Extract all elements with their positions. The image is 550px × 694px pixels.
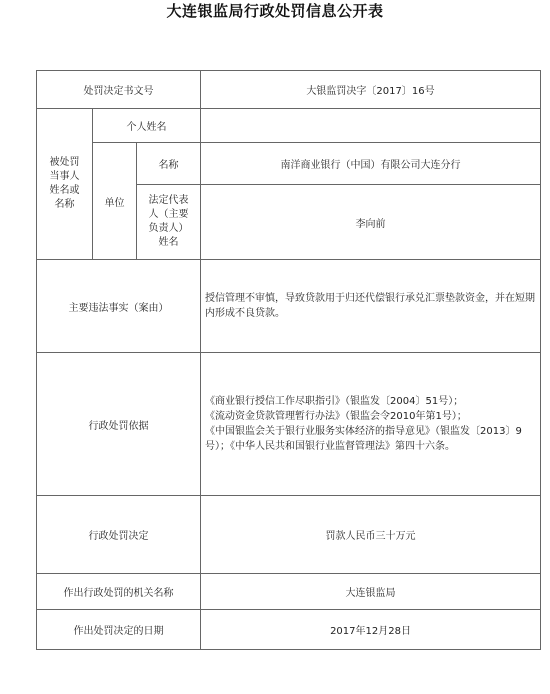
facts-label: 主要违法事实（案由） bbox=[37, 260, 201, 353]
table-row bbox=[37, 574, 541, 610]
person-name-value bbox=[201, 109, 541, 143]
unit-name-value: 南洋商业银行（中国）有限公司大连分行 bbox=[201, 143, 541, 185]
table-row bbox=[37, 143, 541, 185]
decision-value: 罚款人民币三十万元 bbox=[201, 496, 541, 574]
legal-rep-label: 法定代表 人（主要 负责人） 姓名 bbox=[137, 185, 201, 260]
table-row bbox=[37, 260, 541, 353]
table-row bbox=[37, 610, 541, 650]
decision-label: 行政处罚决定 bbox=[37, 496, 201, 574]
penalty-info-table bbox=[36, 70, 541, 650]
table-row bbox=[37, 496, 541, 574]
unit-name-label: 名称 bbox=[137, 143, 201, 185]
table-row bbox=[37, 71, 541, 109]
date-value: 2017年12月28日 bbox=[201, 610, 541, 650]
date-label: 作出处罚决定的日期 bbox=[37, 610, 201, 650]
basis-line: 《中国银监会关于银行业服务实体经济的指导意见》（银监发〔2013〕9号）；《中华人民共和国银行业监督管理法》第四十六条。 bbox=[205, 426, 522, 452]
person-name-label: 个人姓名 bbox=[93, 109, 201, 143]
basis-line: 《商业银行授信工作尽职指引》（银监发〔2004〕51号）； bbox=[205, 396, 464, 407]
authority-label: 作出行政处罚的机关名称 bbox=[37, 574, 201, 610]
basis-label: 行政处罚依据 bbox=[37, 353, 201, 496]
table-row bbox=[37, 353, 541, 496]
doc-no-label: 处罚决定书文号 bbox=[37, 71, 201, 109]
table-row bbox=[37, 109, 541, 143]
unit-label: 单位 bbox=[93, 143, 137, 260]
authority-value: 大连银监局 bbox=[201, 574, 541, 610]
legal-rep-value: 李向前 bbox=[201, 185, 541, 260]
facts-value: 授信管理不审慎，导致贷款用于归还代偿银行承兑汇票垫款资金，并在短期内形成不良贷款。 bbox=[201, 260, 541, 353]
basis-value bbox=[201, 353, 541, 496]
party-label: 被处罚 当事人 姓名或 名称 bbox=[37, 109, 93, 260]
basis-line: 《流动资金贷款管理暂行办法》（银监会令2010年第1号）； bbox=[205, 411, 467, 422]
doc-no-value: 大银监罚决字〔2017〕16号 bbox=[201, 71, 541, 109]
page-title: 大连银监局行政处罚信息公开表 bbox=[166, 2, 384, 20]
